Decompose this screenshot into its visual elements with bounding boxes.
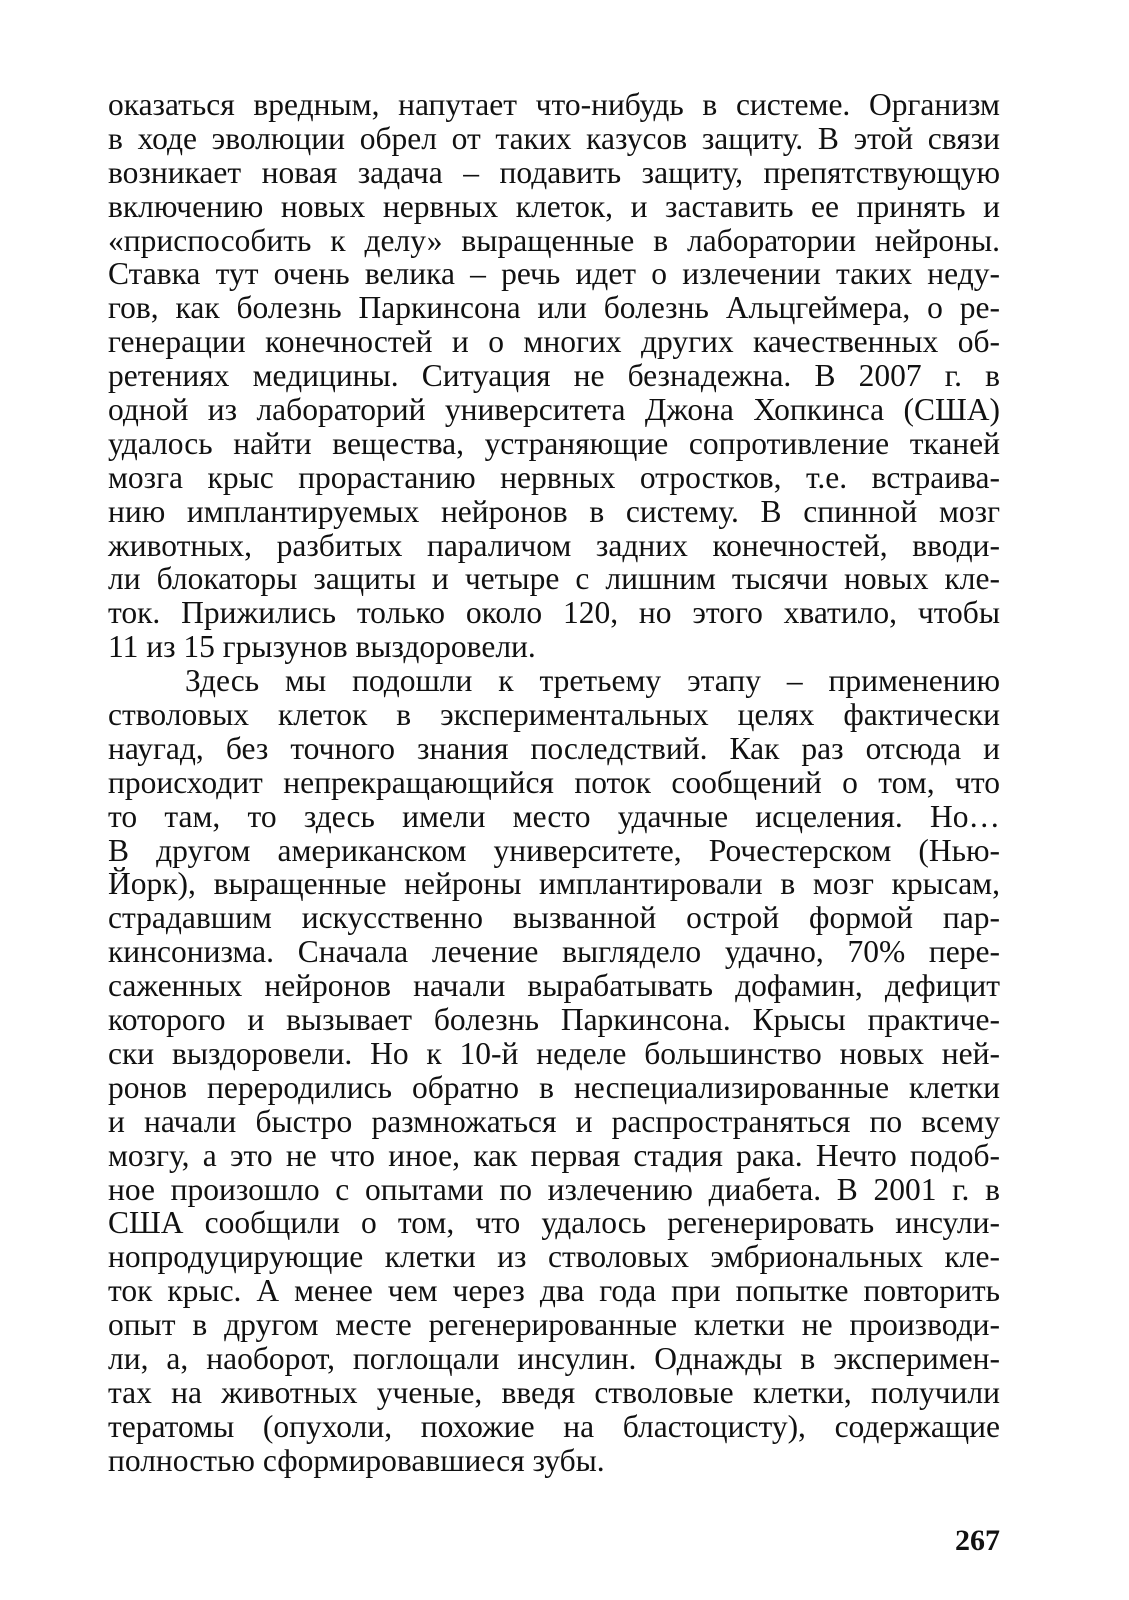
text-line: опыт в другом месте регенерированные клетки не производи- bbox=[108, 1307, 1000, 1343]
text-line: тератомы (опухоли, похожие на бластоцисту), содержащие bbox=[108, 1408, 1000, 1444]
paragraph-2 bbox=[108, 664, 1000, 1477]
text-line: и начали быстро размножаться и распространяться по всему bbox=[108, 1103, 1000, 1139]
text-line: ли блокаторы защиты и четыре с лишним тысячи новых кле- bbox=[108, 561, 1000, 597]
text-line: ски выздоровели. Но к 10-й неделе большинство новых ней- bbox=[108, 1035, 1000, 1071]
text-line: 11 из 15 грызунов выздоровели. bbox=[108, 629, 536, 665]
text-line: США сообщили о том, что удалось регенерировать инсули- bbox=[108, 1205, 1000, 1241]
text-line: возникает новая задача – подавить защиту, препятствующую bbox=[108, 154, 1000, 190]
text-line: мозга крыс прорастанию нервных отростков, т.е. встраива- bbox=[108, 459, 1000, 495]
text-line: которого и вызывает болезнь Паркинсона. Крысы практиче- bbox=[108, 1002, 1000, 1038]
paragraph-1 bbox=[108, 88, 1000, 664]
text-line: стволовых клеток в экспериментальных целях фактически bbox=[108, 697, 1000, 733]
text-line: мозгу, а это не что иное, как первая стадия рака. Нечто подоб- bbox=[108, 1137, 1000, 1173]
text-line: ток крыс. А менее чем через два года при попытке повторить bbox=[108, 1273, 1000, 1309]
text-line: ное произошло с опытами по излечению диабета. В 2001 г. в bbox=[108, 1171, 1000, 1207]
text-line: одной из лабораторий университета Джона Хопкинса (США) bbox=[108, 392, 1000, 428]
text-line: кинсонизма. Сначала лечение выглядело удачно, 70% пере- bbox=[108, 934, 1000, 970]
text-line: полностью сформировавшиеся зубы. bbox=[108, 1442, 605, 1478]
text-line: в ходе эволюции обрел от таких казусов защиту. В этой связи bbox=[108, 120, 1000, 156]
text-line: животных, разбитых параличом задних конечностей, вводи- bbox=[108, 527, 1000, 563]
text-line: Здесь мы подошли к третьему этапу – применению bbox=[185, 663, 1000, 699]
text-line: удалось найти вещества, устраняющие сопротивление тканей bbox=[108, 425, 1000, 461]
text-line: ли, а, наоборот, поглощали инсулин. Однажды в эксперимен- bbox=[108, 1340, 1000, 1376]
text-line: страдавшим искусственно вызванной острой формой пар- bbox=[108, 900, 1000, 936]
text-line: тах на животных ученые, введя стволовые клетки, получили bbox=[108, 1374, 1000, 1410]
text-line: нопродуцирующие клетки из стволовых эмбриональных кле- bbox=[108, 1239, 1000, 1275]
page-text bbox=[108, 87, 1000, 1557]
page-number: 267 bbox=[955, 1524, 1000, 1557]
text-line: Ставка тут очень велика – речь идет о излечении таких неду- bbox=[108, 256, 1000, 292]
text-line: саженных нейронов начали вырабатывать дофамин, дефицит bbox=[108, 968, 1000, 1004]
text-line: ронов переродились обратно в неспециализированные клетки bbox=[108, 1069, 1000, 1105]
text-line: ретениях медицины. Ситуация не безнадежна. В 2007 г. в bbox=[108, 358, 1000, 394]
text-line: оказаться вредным, напутает что-нибудь в системе. Организм bbox=[108, 87, 1000, 122]
text-line: В другом американском университете, Рочестерском (Нью- bbox=[108, 832, 1000, 868]
text-line: наугад, без точного знания последствий. Как раз отсюда и bbox=[108, 730, 1000, 766]
text-line: то там, то здесь имели место удачные исцеления. Но… bbox=[108, 798, 1000, 834]
text-line: гов, как болезнь Паркинсона или болезнь Альцгеймера, о ре- bbox=[108, 290, 1000, 326]
text-line: «приспособить к делу» выращенные в лаборатории нейроны. bbox=[108, 222, 1000, 258]
text-line: ток. Прижились только около 120, но этого хватило, чтобы bbox=[108, 595, 1000, 631]
text-line: происходит непрекращающийся поток сообщений о том, что bbox=[108, 764, 1000, 800]
text-line: Йорк), выращенные нейроны имплантировали в мозг крысам, bbox=[108, 866, 1000, 902]
text-line: генерации конечностей и о многих других качественных об- bbox=[108, 324, 1000, 360]
text-line: включению новых нервных клеток, и заставить ее принять и bbox=[108, 188, 1000, 224]
text-line: нию имплантируемых нейронов в систему. В спинной мозг bbox=[108, 493, 1000, 529]
